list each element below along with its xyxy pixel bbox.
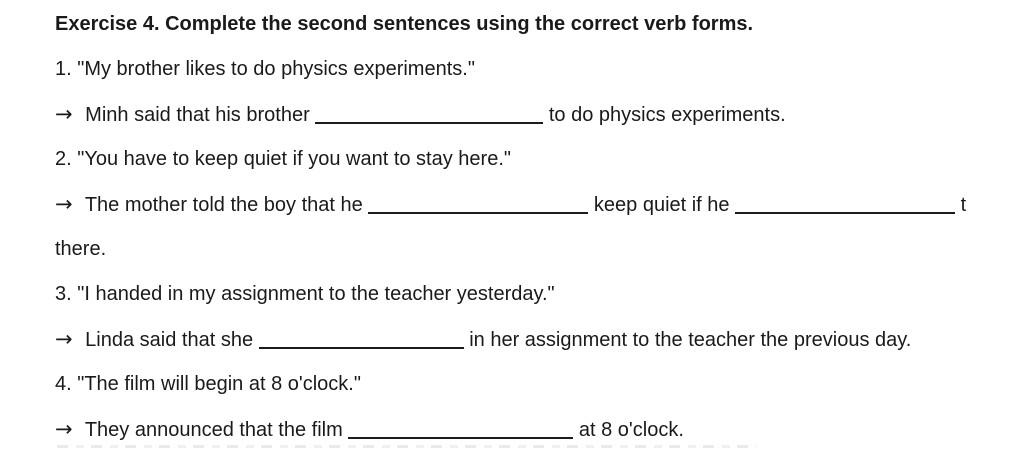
answer-4-blank [348, 425, 573, 439]
question-3-text: 3. "I handed in my assignment to the teacher yesterday." [55, 283, 555, 305]
answer-2-mid: keep quiet if he [593, 194, 730, 216]
question-1-text: 1. "My brother likes to do physics experiments." [55, 58, 475, 80]
answer-2 [55, 182, 1024, 227]
question-2 [55, 137, 1024, 182]
arrow-right-icon: → [55, 327, 73, 351]
cropped-next-line-remnant [57, 445, 757, 448]
answer-1-blank [315, 110, 543, 124]
arrow-right-icon: → [55, 102, 73, 126]
answer-4-post: at 8 o'clock. [578, 419, 684, 441]
exercise-title-text: Exercise 4. Complete the second sentences using the correct verb forms. [55, 13, 754, 35]
answer-2-tail-clipped: t [960, 194, 967, 216]
question-3 [55, 272, 1024, 317]
answer-3-pre: Linda said that she [85, 329, 254, 351]
arrow-right-icon: → [55, 192, 73, 216]
answer-3-blank [259, 335, 464, 349]
question-1 [55, 47, 1024, 92]
answer-2-pre: The mother told the boy that he [84, 194, 363, 216]
answer-2-wrap [55, 227, 1024, 272]
arrow-right-icon: → [55, 417, 73, 441]
answer-3-post: in her assignment to the teacher the previous day. [469, 329, 912, 351]
answer-1 [55, 92, 1024, 137]
answer-2-blank-1 [368, 200, 588, 214]
question-4 [55, 362, 1024, 407]
question-2-text: 2. "You have to keep quiet if you want to stay here." [55, 148, 511, 170]
answer-2-blank-2 [735, 200, 955, 214]
answer-3 [55, 317, 1024, 362]
answer-2-wrap-text: there. [55, 238, 107, 260]
answer-1-post: to do physics experiments. [548, 104, 786, 126]
answer-1-pre: Minh said that his brother [85, 104, 310, 126]
question-4-text: 4. "The film will begin at 8 o'clock." [55, 373, 361, 395]
answer-4-pre: They announced that the film [84, 419, 343, 441]
exercise-title [55, 2, 1024, 47]
